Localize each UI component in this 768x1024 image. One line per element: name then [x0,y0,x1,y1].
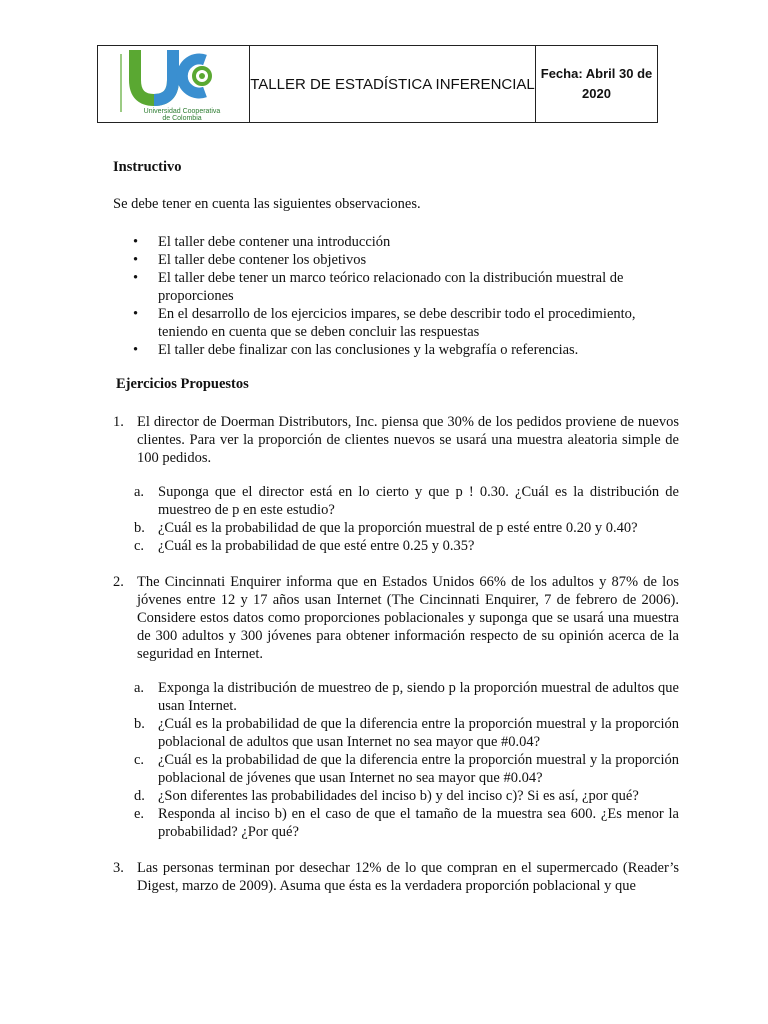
instructivo-intro: Se debe tener en cuenta las siguientes observaciones. [113,196,421,212]
list-item: • El taller debe contener una introducción [113,233,679,251]
exercise-3 [113,859,679,895]
list-item: c. ¿Cuál es la probabilidad de que la diferencia entre la proporción muestral y la proporción poblacional de jóvenes que usan Internet no sea mayor que #0.04? [134,752,679,786]
list-item: a. Suponga que el director está en lo cierto y que p ! 0.30. ¿Cuál es la distribución de muestreo de p en este estudio? [134,484,679,518]
exercise-number: 3. [113,860,124,876]
list-item: c. ¿Cuál es la probabilidad de que esté entre 0.25 y 0.35? [134,538,475,554]
exercise-number: 1. [113,414,124,430]
date-cell [536,46,657,122]
exercise-2-subitems [113,679,679,841]
document-title: TALLER DE ESTADÍSTICA INFERENCIAL [250,46,536,122]
exercise-1-subitems [113,483,679,555]
list-item: • El taller debe tener un marco teórico relacionado con la distribución muestral de proporciones [113,269,679,305]
list-item: • El taller debe finalizar con las conclusiones y la webgrafía o referencias. [113,341,679,359]
list-item: • El taller debe contener los objetivos [113,251,679,269]
list-item: d. ¿Son diferentes las probabilidades del inciso b) y del inciso c)? Si es así, ¿por qué? [134,788,639,804]
instructions-list [113,233,679,359]
list-item: b. ¿Cuál es la probabilidad de que la diferencia entre la proporción muestral y la proporción poblacional de adultos que usan Internet no sea mayor que #0.04? [134,716,679,750]
list-item: a. Exponga la distribución de muestreo de p, siendo p la proporción muestral de adultos que usan Internet. [134,680,679,714]
list-item: e. Responda al inciso b) en el caso de que el tamaño de la muestra sea 600. ¿Es menor la probabilidad? ¿Por qué? [134,806,679,840]
exercise-text: Las personas terminan por desechar 12% de lo que compran en el supermercado (Reader’s Digest, marzo de 2009). Asuma que ésta es la verdadera proporción poblacional y que [137,860,679,894]
logo-wordmark: Universidad Cooperativa de Colombia [143,108,221,122]
date-line-1: Fecha: Abril 30 de [540,66,653,81]
instructivo-heading: Instructivo [113,159,182,175]
document-body [113,156,679,895]
exercise-1 [113,413,679,467]
date-line-2: 2020 [582,86,611,101]
logo-cell [98,46,250,122]
exercise-2 [113,573,679,663]
list-item: b. ¿Cuál es la probabilidad de que la proporción muestral de p esté entre 0.20 y 0.40? [134,520,638,536]
exercise-number: 2. [113,574,124,590]
exercise-text: El director de Doerman Distributors, Inc. piensa que 30% de los pedidos proviene de nuevos clientes. Para ver la proporción de clientes nuevos se usará una muestra aleatoria simple de 100 pedidos. [137,414,679,466]
list-item: • En el desarrollo de los ejercicios impares, se debe describir todo el procedimiento, teniendo en cuenta que se deben concluir las respuestas [113,305,679,341]
ejercicios-heading: Ejercicios Propuestos [116,376,249,392]
exercise-text: The Cincinnati Enquirer informa que en Estados Unidos 66% de los adultos y 87% de los jóvenes entre 12 y 17 años usan Internet (The Cincinnati Enquirer, 7 de febrero de 2006). Considere estos datos como proporciones poblacionales y suponga que se usará una muestra de 300 adultos y 300 jóvenes para obtener información respecto de su opinión acerca de la seguridad en Internet. [137,574,679,662]
document-header [97,45,658,123]
